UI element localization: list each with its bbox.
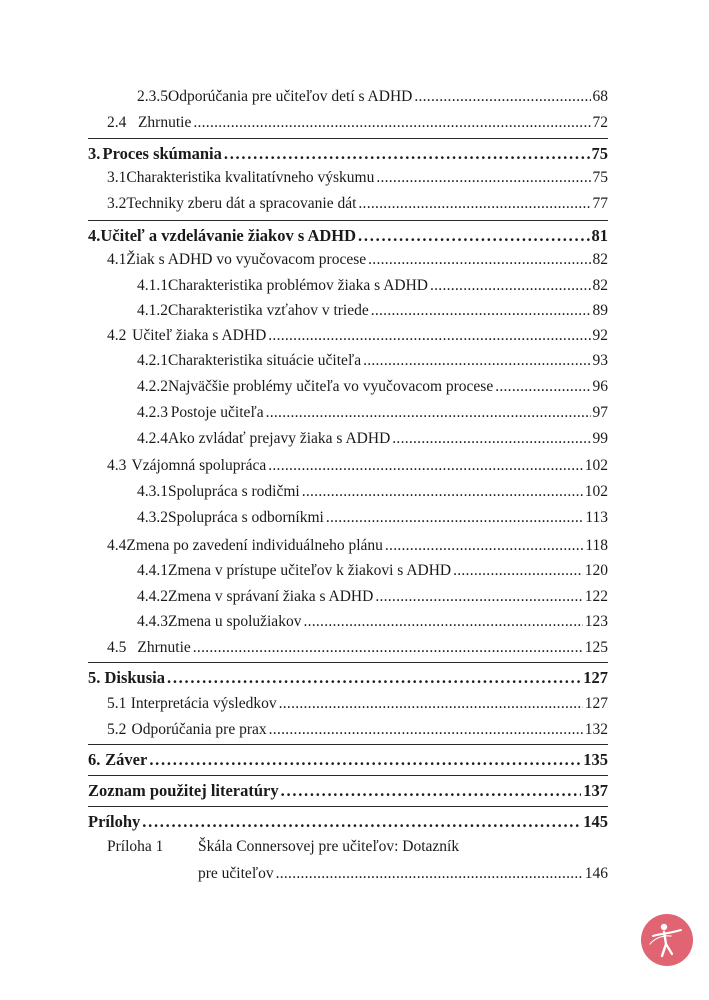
dot-leader <box>266 402 591 424</box>
toc-entry-number: 4.3 <box>107 457 127 474</box>
toc-entry-number: 4.4 <box>107 537 127 554</box>
section-divider <box>88 806 608 807</box>
toc-entry-number: 4.1.2 <box>137 302 168 319</box>
toc-entry-number: 4.2.3 <box>137 404 168 421</box>
toc-entry <box>137 560 608 582</box>
toc-entry-page-number: 99 <box>592 430 608 447</box>
toc-entry-number: 2.3.5 <box>137 88 168 105</box>
dot-leader <box>414 86 590 108</box>
toc-entry-title: Učiteľ a vzdelávanie žiakov s ADHD <box>100 226 357 245</box>
toc-entry-title: Zhrnutie <box>137 639 191 656</box>
toc-entry-page-number: 81 <box>591 226 608 245</box>
toc-entry <box>107 112 608 134</box>
toc-entry-title: Prílohy <box>88 812 141 831</box>
section-divider <box>88 138 608 139</box>
toc-entry <box>137 428 608 450</box>
toc-entry-page-number: 72 <box>592 114 608 131</box>
toc-entry <box>107 535 608 557</box>
toc-entry-page-number: 127 <box>583 668 608 687</box>
toc-entry-title: Záver <box>105 750 148 769</box>
dot-leader <box>224 143 590 165</box>
toc-entry-title: Zmena u spolužiakov <box>168 613 302 630</box>
toc-entry-number: 5.1 <box>107 695 127 712</box>
toc-entry-page-number: 118 <box>585 537 608 554</box>
toc-entry-page-number: 68 <box>592 88 608 105</box>
appendix-title-line2-row <box>198 863 608 885</box>
toc-entry <box>137 402 608 424</box>
toc-entry-page-number: 77 <box>592 195 608 212</box>
dot-leader <box>149 749 581 771</box>
toc-entry-number: 4.3.2 <box>137 509 168 526</box>
appendix-title-line1: Škála Connersovej pre učiteľov: Dotazník <box>198 838 460 855</box>
section-divider <box>88 744 608 745</box>
toc-entry <box>137 481 608 503</box>
toc-entry-number: 4. <box>88 226 101 245</box>
dot-leader <box>368 249 590 271</box>
dot-leader <box>276 863 583 885</box>
toc-entry <box>137 350 608 372</box>
toc-entry-page-number: 145 <box>583 812 608 831</box>
toc-entry-title: Zmena v prístupe učiteľov k žiakovi s ADHD <box>168 562 452 579</box>
toc-entry <box>107 637 608 659</box>
toc-entry <box>137 86 608 108</box>
toc-entry <box>137 611 608 633</box>
toc-entry-title: Zhrnutie <box>137 114 192 131</box>
toc-entry-number: 4.4.2 <box>137 588 168 605</box>
toc-entry-title: Ako zvládať prejavy žiaka s ADHD <box>168 430 391 447</box>
toc-entry-number: 4.4.1 <box>137 562 168 579</box>
toc-entry-number: 4.3.1 <box>137 483 168 500</box>
toc-entry-number: 2.4 <box>107 114 127 131</box>
toc-entry-page-number: 120 <box>584 562 608 579</box>
dot-leader <box>376 167 590 189</box>
toc-entry-title: Najväčšie problémy učiteľa vo vyučovacom procese <box>168 378 494 395</box>
toc-entry-title: Učiteľ žiaka s ADHD <box>132 327 267 344</box>
toc-entry-page-number: 96 <box>592 378 608 395</box>
dot-leader <box>430 275 591 297</box>
toc-entry-title: Odporúčania pre prax <box>131 721 267 738</box>
toc-entry-title: Vzájomná spolupráca <box>131 457 267 474</box>
toc-entry-page-number: 82 <box>592 277 608 294</box>
dot-leader <box>363 350 590 372</box>
toc-entry-title: Techniky zberu dát a spracovanie dát <box>126 195 357 212</box>
toc-entry-title: Charakteristika kvalitatívneho výskumu <box>126 169 375 186</box>
toc-entry <box>137 300 608 322</box>
toc-entry <box>137 507 608 529</box>
toc-entry <box>88 143 608 165</box>
toc-entry-title: Odporúčania pre učiteľov detí s ADHD <box>168 88 413 105</box>
toc-entry <box>107 167 608 189</box>
toc-entry <box>137 275 608 297</box>
toc-entry <box>88 225 608 247</box>
toc-entry-number: 6. <box>88 750 101 769</box>
dot-leader <box>358 193 590 215</box>
dot-leader <box>453 560 583 582</box>
dot-leader <box>268 455 583 477</box>
appendix-label: Príloha 1 <box>107 838 164 855</box>
toc-entry-page-number: 92 <box>592 327 608 344</box>
toc-entry <box>107 455 608 477</box>
toc-entry-title: Charakteristika situácie učiteľa <box>168 352 362 369</box>
toc-entry-number: 3.2 <box>107 195 127 212</box>
dot-leader <box>385 535 583 557</box>
toc-entry-title: Zmena v správaní žiaka s ADHD <box>168 588 374 605</box>
dot-leader <box>142 811 581 833</box>
toc-entry-title: Spolupráca s rodičmi <box>168 483 300 500</box>
toc-entry <box>107 325 608 347</box>
toc-entry-page-number: 89 <box>592 302 608 319</box>
toc-entry <box>107 693 608 715</box>
toc-entry-number: 4.2.2 <box>137 378 168 395</box>
toc-entry-title: Proces skúmania <box>102 144 222 163</box>
section-divider <box>88 220 608 221</box>
toc-entry-page-number: 127 <box>584 695 608 712</box>
toc-entry-page-number: 123 <box>584 613 608 630</box>
toc-entry-page-number: 125 <box>584 639 608 656</box>
toc-entry-number: 5. <box>88 668 101 687</box>
toc-entry-title: Diskusia <box>104 668 165 687</box>
toc-entry-page-number: 137 <box>583 781 608 800</box>
dot-leader <box>193 637 583 659</box>
toc-entry-title: Žiak s ADHD vo vyučovacom procese <box>126 251 367 268</box>
dot-leader <box>279 693 583 715</box>
toc-entry <box>88 749 608 771</box>
dot-leader <box>268 325 590 347</box>
toc-entry-page-number: 113 <box>585 509 608 526</box>
toc-entry-number: 4.1.1 <box>137 277 168 294</box>
toc-entry <box>107 249 608 271</box>
toc-entry-page-number: 132 <box>584 721 608 738</box>
appendix-page-number: 146 <box>584 865 608 882</box>
section-divider <box>88 775 608 776</box>
dot-leader <box>303 611 582 633</box>
toc-entry-page-number: 82 <box>592 251 608 268</box>
toc-entry-title: Postoje učiteľa <box>170 404 264 421</box>
toc-entry-number: 4.4.3 <box>137 613 168 630</box>
toc-entry <box>107 193 608 215</box>
toc-entry <box>137 586 608 608</box>
dot-leader <box>326 507 583 529</box>
toc-entry <box>88 780 608 802</box>
dot-leader <box>392 428 590 450</box>
toc-entry-number: 4.2.1 <box>137 352 168 369</box>
toc-entry-title: Zoznam použitej literatúry <box>88 781 279 800</box>
toc-entry-number: 3. <box>88 144 101 163</box>
toc-entry-page-number: 135 <box>583 750 608 769</box>
toc-entry-title: Charakteristika problémov žiaka s ADHD <box>168 277 428 294</box>
figure-logo-icon <box>641 914 693 966</box>
toc-entry-page-number: 93 <box>592 352 608 369</box>
toc-entry <box>137 376 608 398</box>
section-divider <box>88 662 608 663</box>
toc-entry-page-number: 102 <box>584 483 608 500</box>
toc-entry-title: Spolupráca s odborníkmi <box>168 509 324 526</box>
dot-leader <box>193 112 590 134</box>
dot-leader <box>358 225 589 247</box>
toc-entry-number: 4.2 <box>107 327 127 344</box>
dot-leader <box>495 376 590 398</box>
toc-entry-page-number: 97 <box>592 404 608 421</box>
dot-leader <box>302 481 583 503</box>
toc-entry-number: 4.5 <box>107 639 127 656</box>
toc-entry-number: 5.2 <box>107 721 127 738</box>
toc-entry-page-number: 75 <box>592 169 608 186</box>
toc-entry-number: 4.2.4 <box>137 430 168 447</box>
toc-entry-number: 3.1 <box>107 169 127 186</box>
toc-entry-title: Charakteristika vzťahov v triede <box>168 302 369 319</box>
toc-entry <box>88 811 608 833</box>
toc-entry-title: Zmena po zavedení individuálneho plánu <box>126 537 383 554</box>
dot-leader <box>281 780 582 802</box>
toc-entry <box>88 667 608 689</box>
toc-entry-page-number: 122 <box>584 588 608 605</box>
dot-leader <box>269 719 583 741</box>
toc-entry-page-number: 102 <box>584 457 608 474</box>
toc-entry-title: Interpretácia výsledkov <box>130 695 277 712</box>
dot-leader <box>167 667 581 689</box>
dot-leader <box>371 300 591 322</box>
toc-entry-page-number: 75 <box>591 144 608 163</box>
dot-leader <box>375 586 582 608</box>
appendix-title-line2: pre učiteľov <box>198 865 274 882</box>
toc-entry <box>107 719 608 741</box>
toc-entry-number: 4.1 <box>107 251 127 268</box>
